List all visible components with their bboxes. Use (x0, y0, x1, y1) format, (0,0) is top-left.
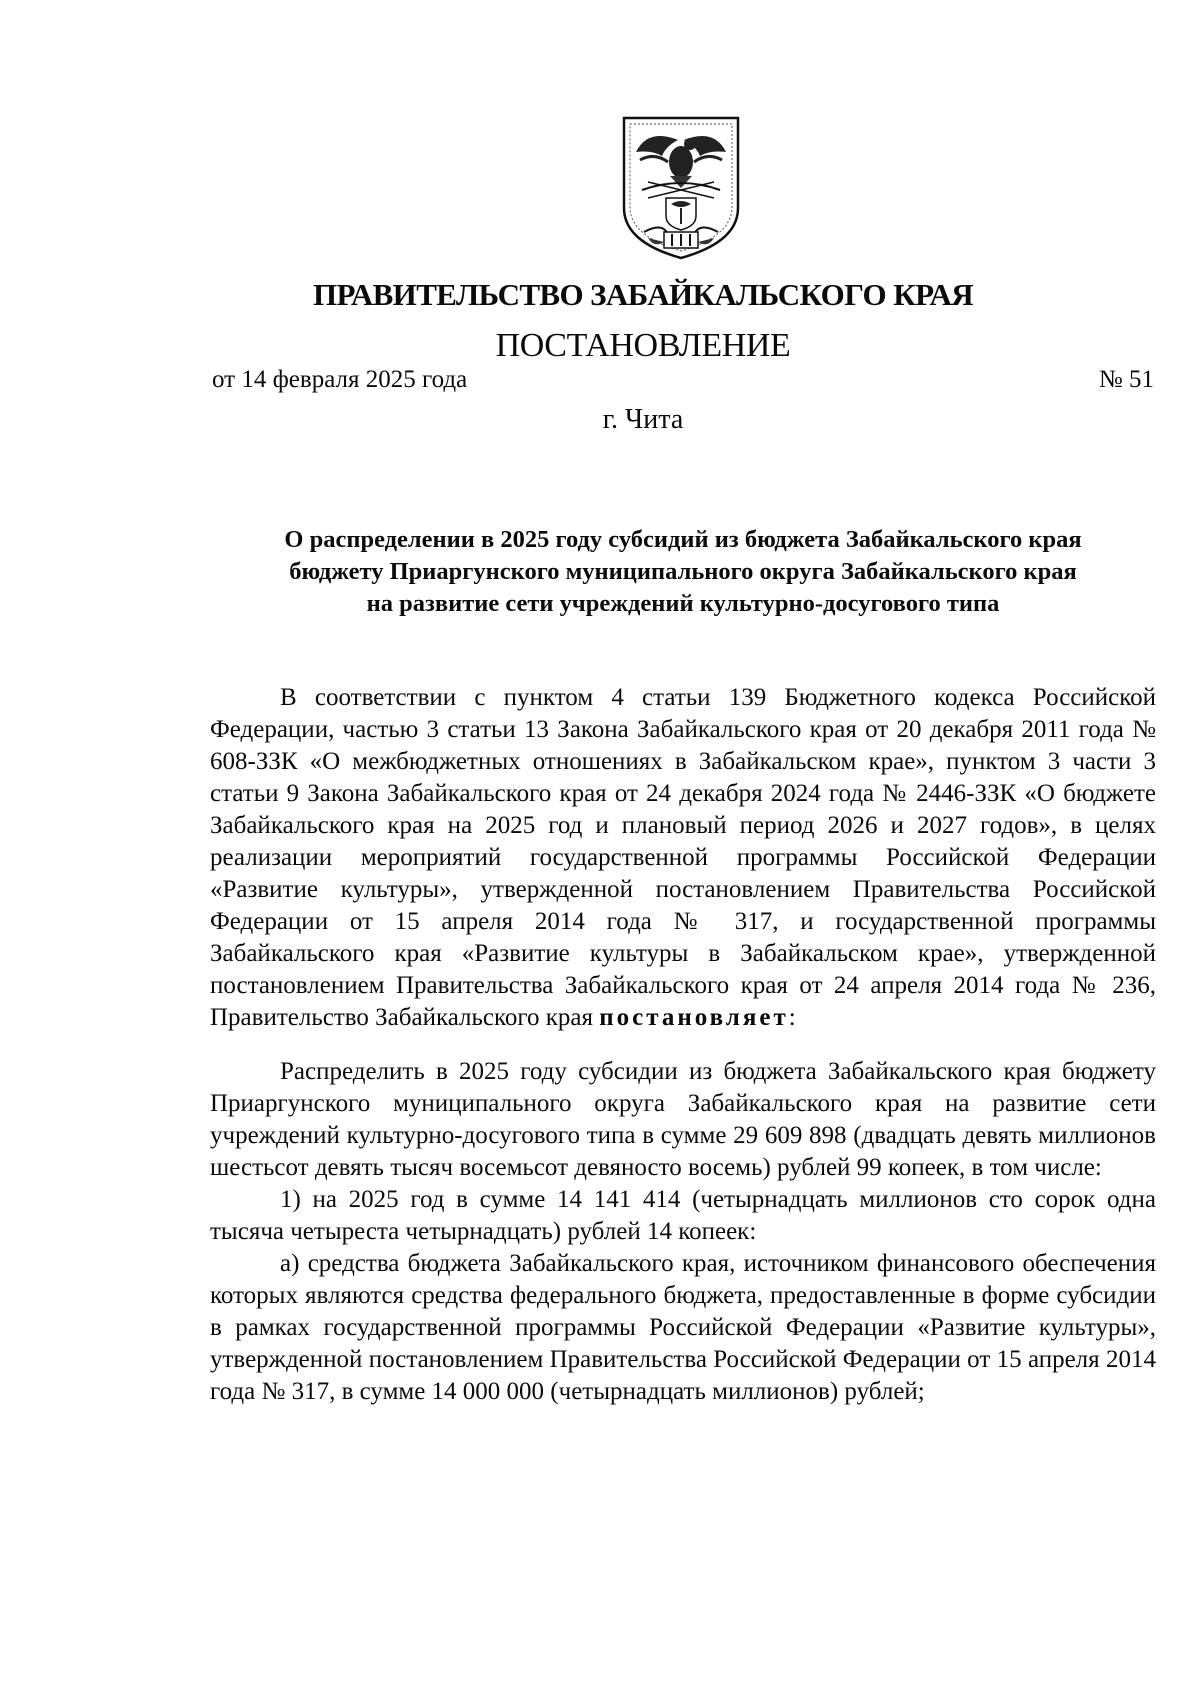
document-date: от 14 февраля 2025 года (212, 366, 468, 393)
decree-colon: : (788, 1004, 796, 1031)
coat-of-arms-icon (618, 112, 744, 262)
preamble-text: В соответствии с пунктом 4 статьи 139 Бюджетного кодекса Российской Федерации, частью 3 статьи 13 Закона Забайкальского края от 20 декабря 2011 года № 608-ЗЗК «О межбюджетных отношениях в Забайкальском крае», пунктом 3 части 3 статьи 9 Закона Забайкальского края от 24 декабря 2024 года № 2446-ЗЗК «О бюджете Забайкальского края на 2025 год и плановый период 2026 и 2027 годов», в целях реализации мероприятий государственной программы Российской Федерации «Развитие культуры», утвержденной постановлением Правительства Российской Федерации от 15 апреля 2014 года № 317, и государственной программы Забайкальского края «Развитие культуры в Забайкальском крае», утвержденной постановлением Правительства Забайкальского края от 24 апреля 2014 года № 236, Правительство Забайкальского края (210, 684, 1156, 1031)
document-city: г. Чита (602, 404, 684, 435)
document-body (210, 682, 1156, 1408)
subject-line: О распределении в 2025 году субсидий из бюджета Забайкальского края (284, 526, 1082, 553)
list-item: а) средства бюджета Забайкальского края, источником финансового обеспечения которых являются средства федерального бюджета, предоставленные в форме субсидии в рамках государственной программы Российской Федерации «Развитие культуры», утвержденной постановлением Правительства Российской Федерации от 15 апреля 2014 года № 317, в сумме 14 000 000 (четырнадцать миллионов) рублей; (210, 1250, 1156, 1405)
organization-title: ПРАВИТЕЛЬСТВО ЗАБАЙКАЛЬСКОГО КРАЯ (312, 277, 974, 312)
document-type: ПОСТАНОВЛЕНИЕ (495, 327, 791, 364)
decree-word: постановляет (599, 1004, 789, 1031)
subject-line: на развитие сети учреждений культурно-досугового типа (366, 590, 1000, 617)
subject-line: бюджету Приаргунского муниципального округа Забайкальского края (289, 558, 1077, 585)
document-number: № 51 (1098, 366, 1154, 393)
document-subject (210, 524, 1156, 620)
main-paragraph: Распределить в 2025 году субсидии из бюджета Забайкальского края бюджету Приаргунского муниципального округа Забайкальского края на развитие сети учреждений культурно-досугового типа в сумме 29 609 898 (двадцать девять миллионов шестьсот девять тысяч восемьсот девяносто восемь) рублей 99 копеек, в том числе: (210, 1058, 1156, 1181)
preamble-paragraph (210, 682, 1156, 1034)
list-item: 1) на 2025 год в сумме 14 141 414 (четырнадцать миллионов сто сорок одна тысяча четыреста четырнадцать) рублей 14 копеек: (210, 1186, 1156, 1245)
